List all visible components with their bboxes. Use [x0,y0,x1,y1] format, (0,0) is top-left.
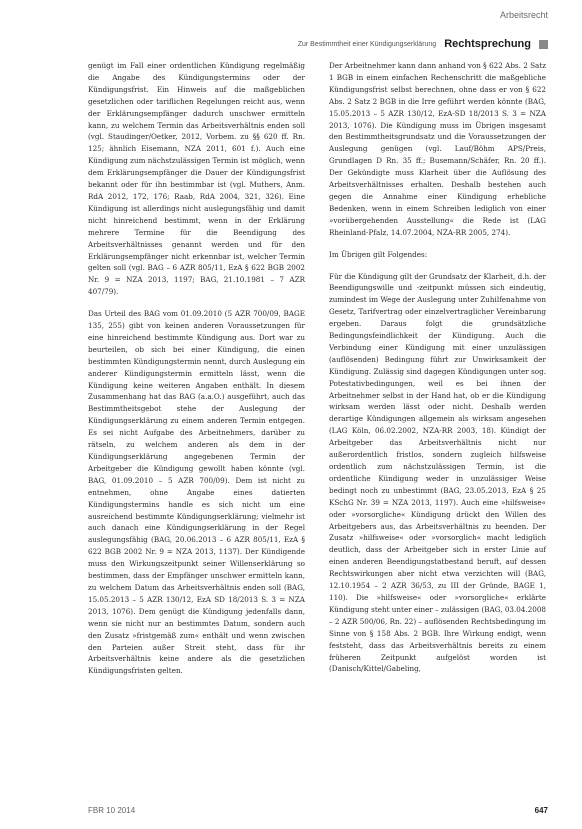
paragraph: Im Übrigen gilt Folgendes: [329,249,428,259]
section-tag: Arbeitsrecht [499,10,548,20]
article-body [88,60,546,677]
right-column [329,60,546,677]
left-column [88,60,305,677]
running-header [40,38,548,50]
header-subtitle: Zur Bestimmtheit einer Kündigungserklärung [297,40,437,48]
paragraph: Das Urteil des BAG vom 01.09.2010 (5 AZR 700/09, BAGE 135, 255) gibt von keinen anderen Voraussetzungen für eine hinreichend bestimmte Kündigung aus. Dort war zu beurteilen, ob sich bei einer Kündigung, die einen bestimmten Kündigungstermin nennt, durch Auslegung ein anderer Kündigungstermin ermitteln lässt, wenn die Kündigung keine weiteren Angaben enthält. In diesem Zusammenhang hat das BAG (a.a.O.) ausgeführt, auch das Bestimmtheitsgebot stehe der Auslegung der Kündigungserklärung zu einem anderen Termin entgegen. Es sei nicht Aufgabe des Arbeitnehmers, darüber zu rätseln, zu welchem anderen als dem in der Kündigungserklärung angegebenen Termin der Arbeitgeber die Kündigung gewollt haben könnte (vgl. BAG, 01.09.2010 – 5 AZR 700/09). Dem ist nicht zu entnehmen, ohne Angabe eines datierten Kündigungstermins handle es sich nicht um eine ausreichend bestimmte Kündigungserklärung; vielmehr ist auch danach eine Kündigungserklärung in der Regel auslegungsfähig (BAG, 20.06.2013 – 6 AZR 805/11, EzA § 622 BGB 2002 Nr. 9 = NZA 2013, 1137). Der Kündigende muss den Wirkungszeitpunkt seiner Willenserklärung so bestimmen, dass der Empfänger unschwer ermitteln kann, zu welchem Datum das Arbeitsverhältnis enden soll (BAG, 15.05.2013 – 5 AZR 130/12, EzA SD 18/2013 S. 3 = NZA 2013, 1076). Dem genügt die Kündigung jedenfalls dann, wenn sie nicht nur an bestimmtes Datum, sondern auch den Zusatz »fristgemäß zum« enthält und wenn zwischen den Parteien außer Streit steht, dass für ihr Arbeitsverhältnis keine andere als die gesetzlichen Kündigungsfristen gelten. [88,309,305,676]
paragraph: Der Arbeitnehmer kann dann anhand von § 622 Abs. 2 Satz 1 BGB in einem einfachen Rechenschritt die maßgebliche Kündigungsfrist selbst berechnen, ohne dass er von § 622 Abs. 2 Satz 2 BGB in die Irre geführt werden könnte (BAG, 15.05.2013 – 5 AZR 130/12, EzA-SD 18/2013 S. 3 = NZA 2013, 1076). Die Kündigung muss im Übrigen insgesamt den Bestimmtheitsgrundsatz und die Voraussetzungen der Auslegung genügen (vgl. Lauf/Böhm APS/Preis, Grundlagen D Rn. 35 ff.; Busemann/Schäfer, Rn. 20 ff.). Der Gekündigte muss Klarheit über die Auflösung des Arbeitsverhältnisses erhalten. Deshalb bestehen auch gegen die Annahme einer Kündigung erhebliche Bedenken, wenn in einem Schreiben lediglich von einer »vorübergehenden Ausstellung« die Rede ist (LAG Rheinland-Pfalz, 14.07.2004, NZA-RR 2005, 274). [329,61,546,237]
paragraph: genügt im Fall einer ordentlichen Kündigung regelmäßig die Angabe des Kündigungstermins oder der Kündigungsfrist. Ein Hinweis auf die maßgeblichen gesetzlichen oder tariflichen Regelungen reicht aus, wenn der Erklärungsempfänger dadurch unschwer ermitteln kann, zu welchem Termin das Arbeitsverhältnis enden soll (vgl. Staudinger/Oetker, 2012, Vorbem. zu §§ 620 ff. Rn. 125; ähnlich Eisemann, NZA 2011, 601 f.). Auch eine Kündigung zum nächstzulässigen Termin ist möglich, wenn dem Erklärungsempfänger die Dauer der Kündigungsfrist bekannt oder für ihn bestimmbar ist (vgl. Muthers, Anm. RdA 2012, 172, 176; Raab, RdA 2004, 321, 326). Eine Kündigung ist allerdings nicht auslegungsfähig und damit nicht hinreichend bestimmt, wenn in der Erklärung mehrere Termine für die Beendigung des Arbeitsverhältnisses genannt werden und für den Erklärungsempfänger nicht erkennbar ist, welcher Termin gelten soll (vgl. BAG – 6 AZR 805/11, EzA § 622 BGB 2002 Nr. 9 = NZA 2013, 1197; BAG, 21.10.1981 – 7 AZR 407/79). [88,61,305,297]
page-number: 647 [534,806,548,815]
header-title: Rechtsprechung [444,38,531,50]
header-marker-square [539,40,548,49]
journal-issue: FBR 10 2014 [88,806,136,815]
page-footer [88,806,548,815]
paragraph: Für die Kündigung gilt der Grundsatz der Klarheit, d.h. der Beendigungswille und -zeitpunkt müssen sich eindeutig, zumindest im Wege der Auslegung unter Zuhilfenahme von Gesetz, Tarifvertrag oder einzelvertraglicher Vereinbarung ergeben. Daraus folgt die grundsätzliche Bedingungsfeindlichkeit der Kündigung. Auch die Verbindung einer Kündigung mit einer unzulässigen (auflösenden) Bedingung führt zur Unwirksamkeit der Kündigung. Zulässig sind dagegen Kündigungen unter sog. Potestativbedingungen, weil es bei ihnen der Arbeitnehmer selbst in der Hand hat, ob er die Kündigung wirksam werden lässt oder nicht. Deshalb werden derartige Kündigungen allgemein als wirksam angesehen (LAG Köln, 06.02.2002, NZA-RR 2003, 18). Kündigt der Arbeitgeber das Arbeitsverhältnis nicht nur außerordentlich fristlos, sondern zugleich hilfsweise ordentlich zum nächstzulässigen Termin, ist die ordentliche Kündigung weder in unzulässiger Weise bedingt noch zu unbestimmt (BAG, 23.05.2013, EzA § 25 KSchG Nr. 39 = NZA 2013, 1197). Auch eine »hilfsweise« oder »vorsorgliche« Kündigung drückt den Willen des Arbeitgebers aus, das Arbeitsverhältnis zu beenden. Der Zusatz »hilfsweise« oder »vorsorglich« macht lediglich deutlich, dass der Arbeitgeber sich in erster Linie auf einen anderen Beendigungstatbestand beruft, auf dessen Rechtswirkungen aber nicht etwa verzichten will (BAG, 12.10.1954 – 2 AZR 36/53, zu III der Gründe, BAGE 1, 110). Die »hilfsweise« oder »vorsorgliche« erklärte Kündigung steht unter einer – zulässigen (BAG, 03.04.2008 – 2 AZR 500/06, Rn. 22) – auflösenden Rechtsbedingung im Sinne von § 158 Abs. 2 BGB. Ihre Wirkung endigt, wenn feststeht, dass das Arbeitsverhältnis bereits zu einem früheren Zeitpunkt aufgelöst worden ist (Danisch/Kittel/Gabeling, [329,271,546,674]
